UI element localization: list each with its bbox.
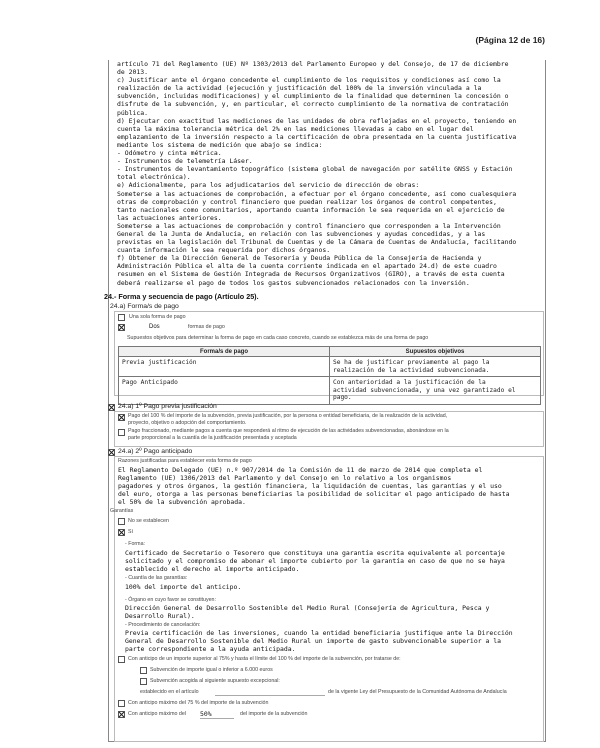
reason-line: el 50% de la subvención aprobada.	[118, 498, 246, 507]
yes-guarantee-checkbox[interactable]	[118, 529, 125, 536]
intro-line: - Odómetro y cinta métrica.	[117, 149, 222, 158]
no-guarantee-label: No se establecen	[128, 518, 169, 524]
a1-opt2-line2: parte proporcional a la cuantía de la justificación presentada y aceptada	[128, 435, 297, 441]
intro-line: c) Justificar ante el órgano concedente el cumplimiento de los requisitos y condiciones así como la	[117, 76, 501, 85]
intro-text-block	[117, 60, 516, 287]
a2-checkbox[interactable]	[108, 449, 115, 456]
intro-line: de 2013.	[117, 68, 149, 77]
table-row	[119, 357, 541, 377]
intro-line: tanto nacionales como comunitarios, aportando cuanta información le sea requerida en el ejercicio de	[117, 205, 505, 214]
page-number: (Página 12 de 16)	[475, 35, 545, 45]
amount-label: - Cuantía de las garantías:	[125, 575, 188, 581]
max75-checkbox[interactable]	[118, 700, 125, 707]
intro-line: total electrónica).	[117, 173, 191, 182]
yes-guarantee-label: Sí	[128, 529, 134, 535]
intro-line: - Instrumentos de levantamiento topográfico (sistema global de navegación por satélite GNSS y Estación	[117, 165, 513, 174]
form-text-line: establecido el derecho al importe anticipado.	[125, 565, 300, 574]
section-24-title: 24.- Forma y secuencia de pago (Artículo 25).	[104, 292, 259, 301]
one-form-checkbox[interactable]	[118, 314, 125, 321]
intro-line: deberá realizarse el pago de todos los gastos subvencionados relacionados con la inversión.	[117, 278, 470, 287]
table-row	[119, 377, 541, 405]
intro-line: f) Obtener de la Dirección General de Tesorería y Deuda Pública de la Consejería de Hacienda y	[117, 254, 482, 263]
two-forms-checkbox[interactable]	[118, 324, 125, 331]
procedure-text-line: Previa certificación de las inversiones, cuando la entidad beneficiaria justifique ante la Dirección	[125, 629, 513, 637]
le6000-checkbox[interactable]	[140, 667, 147, 674]
table-header-objectives: Supuestos objetivos	[330, 347, 541, 357]
form-text-line: solicitado y el compromiso de abonar el importe cubierto por la garantía en caso de que no se haya	[125, 557, 505, 566]
a1-opt1-checkbox[interactable]	[118, 414, 125, 421]
organ-text	[125, 604, 489, 620]
intro-line: realización de la actividad (ejecución y justificación del 100% de la inversión vinculada a la	[117, 84, 482, 93]
form-label: - Forma:	[125, 541, 146, 547]
exceptional-label: Subvención acogida al siguiente supuesto excepcional:	[150, 678, 280, 684]
intro-line: cuanta información le sea requerida por dichos órganos.	[117, 246, 331, 255]
procedure-text-line: parte correspondiente a la ayuda anticipada.	[125, 645, 296, 654]
over75-checkbox[interactable]	[118, 656, 125, 663]
max-custom-label: Con anticipo máximo del	[128, 711, 186, 717]
a1-opt2-line1: Pago fraccionado, mediante pagos a cuenta que responderá al ritmo de ejecución de las actividades subvencionadas, abonándose en la	[128, 428, 449, 434]
intro-line: emplazamiento de la inversión respecto a la certificación de obra presentada en la cuenta justificativa	[117, 132, 517, 141]
payment-forms-table	[118, 346, 541, 405]
intro-line: General de la Junta de Andalucía, en relación con las subvenciones y ayudas concedidas, y a las	[117, 229, 486, 238]
intro-line: previstas en la legislación del Tribunal de Cuentas y de la Cámara de Cuentas de Andalucía, facilitando	[117, 238, 517, 247]
intro-line: resumen en el Sistema de Gestión Integrada de Recursos Organizativos (GIRO), a través de esta cuenta	[117, 270, 505, 279]
intro-line: las actuaciones anteriores.	[117, 213, 222, 222]
reason-line: del euro, otorga a las personas beneficiarias la posibilidad de solicitar el pago anticipado de hasta	[118, 490, 510, 499]
amount-text: 100% del importe del anticipo.	[125, 583, 242, 591]
table-cell-objective: Con anterioridad a la justificación de la actividad subvencionada, y una vez garantizado el pago.	[330, 377, 541, 405]
law-reference: de la vigente Ley del Presupuesto de la Comunidad Autónoma de Andalucía	[328, 689, 507, 695]
table-cell-form: Previa justificación	[119, 357, 330, 377]
max75-label: Con anticipo máximo del 75 % del importe de la subvención	[128, 700, 269, 706]
intro-line: pública.	[117, 108, 149, 117]
max-custom-suffix: del importe de la subvención	[240, 711, 308, 717]
intro-line: subvención, incluidas modificaciones) y el cumplimiento de la finalidad que determinen la concesión o	[117, 92, 509, 101]
objective-note: Supuestos objetivos para determinar la forma de pago en cada caso concreto, cuando se establezca más de una forma de pago	[127, 335, 429, 341]
intro-line: Someterse a las actuaciones de comprobación y control financiero que corresponden a la Intervención	[117, 221, 501, 230]
reason-line: El Reglamento Delegado (UE) n.º 907/2014 de la Comisión de 11 de marzo de 2014 que completa el	[118, 466, 483, 474]
a1-checkbox[interactable]	[108, 404, 115, 411]
reason-line: pagadores y otros órganos, la gestión financiera, la liquidación de cuentas, las garantías y el uso	[118, 482, 502, 491]
established-in-label: establecido en el artículo	[140, 689, 199, 695]
guarantees-label: Garantías	[110, 508, 134, 514]
organ-label: - Órgano en cuyo favor se constituyen:	[125, 597, 216, 603]
one-form-label: Una sola forma de pago	[129, 314, 186, 320]
intro-line: mediante los sistema de medición que abajo se indica:	[117, 140, 323, 149]
intro-line: e) Adicionalmente, para los adjudicatarios del servicio de dirección de obras:	[117, 181, 420, 190]
a1-opt2-checkbox[interactable]	[118, 429, 125, 436]
exceptional-checkbox[interactable]	[140, 678, 147, 685]
intro-line: disfrute de la subvención, y, en particular, el correcto cumplimiento de la normativa de contratación	[117, 100, 509, 109]
a1-opt1-line1: Pago del 100 % del importe de la subvención, previa justificación, por la persona o entidad beneficiaria, de la realización de la actividad,	[128, 413, 448, 419]
intro-line: d) Ejecutar con exactitud las mediciones de las unidades de obra reflejadas en el proyecto, teniendo en	[117, 116, 517, 125]
organ-text-line: Dirección General de Desarrollo Sostenible del Medio Rural (Consejería de Agricultura, Pesca y	[125, 604, 490, 612]
form-text	[125, 549, 505, 573]
form-text-line: Certificado de Secretario o Tesorero que constituya una garantía escrita equivalente al porcentaje	[125, 549, 505, 557]
procedure-text-line: General de Desarrollo Sostenible del Medio Rural un importe de gasto subvencionable superior a la	[125, 637, 501, 646]
intro-line: Administración Pública el alta de la cuenta corriente indicada en el apartado 24.d) de este cuadro	[117, 262, 497, 271]
intro-line: Someterse a las actuaciones de comprobación, a efectuar por el órgano concedente, así como cualesquiera	[117, 189, 517, 198]
a2-reason-label: Razones justificadas para establecer esta forma de pago	[118, 458, 252, 464]
over75-label: Con anticipo de un importe superior al 75% y hasta el límite del 100 % del importe de la subvención, por tratarse de:	[128, 656, 401, 662]
two-forms-suffix: formas de pago	[188, 324, 225, 330]
max-custom-percent[interactable]: 50%	[200, 710, 234, 719]
procedure-text	[125, 629, 513, 653]
intro-line: otras de comprobación y control financiero que puedan realizar los órganos de control competentes,	[117, 197, 497, 206]
intro-line: cuenta la máxima tolerancia métrica del 2% en las mediciones llevadas a cabo en el lugar del	[117, 124, 474, 133]
sub-a2-title: 24.a) 2º Pago anticipado	[118, 448, 193, 455]
no-guarantee-checkbox[interactable]	[118, 518, 125, 525]
a2-reason-text	[118, 466, 509, 506]
procedure-label: - Procedimiento de cancelación:	[125, 622, 201, 628]
a1-opt1-line2: proyecto, objetivo o adopción del comportamiento.	[128, 420, 247, 426]
intro-line: artículo 71 del Reglamento (UE) Nº 1303/2013 del Parlamento Europeo y del Consejo, de 17 de diciembre	[117, 60, 509, 68]
le6000-label: Subvención de importe igual o inferior a 6.000 euros	[150, 667, 273, 673]
two-forms-count: Dos	[149, 324, 160, 330]
table-cell-objective: Se ha de justificar previamente al pago la realización de la actividad subvencionada.	[330, 357, 541, 377]
organ-text-line: Desarrollo Rural).	[125, 612, 195, 621]
table-header-forms: Forma/s de pago	[119, 347, 330, 357]
sub-a1-title: 24.a) 1º Pago previa justificación	[118, 403, 217, 410]
intro-line: - Instrumentos de telemetría Láser.	[117, 157, 253, 166]
sub-a-title: 24.a) Forma/s de pago	[110, 303, 179, 310]
article-field[interactable]	[215, 689, 325, 696]
reason-line: Reglamento (UE) 1306/2013 del Parlamento y del Consejo en lo relativo a los organismos	[118, 474, 452, 483]
max-custom-checkbox[interactable]	[118, 711, 125, 718]
table-cell-form: Pago Anticipado	[119, 377, 330, 405]
